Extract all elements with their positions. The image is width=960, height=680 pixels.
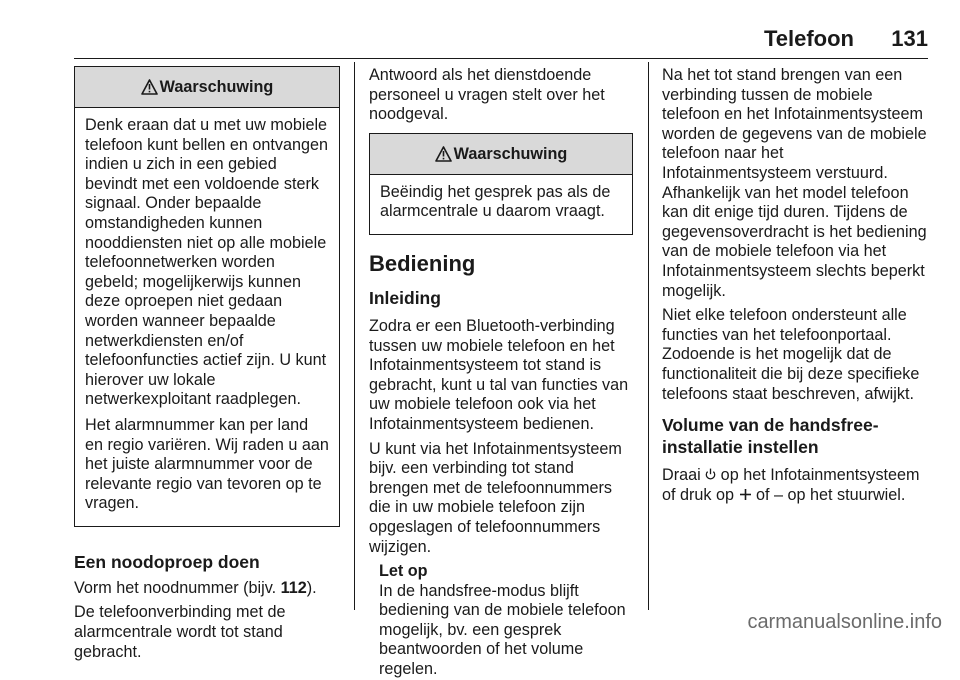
header-rule: [74, 58, 928, 59]
warning-paragraph: Denk eraan dat u met uw mobiele telefoon kunt bellen en ontvangen indien u zich in een gebied bevindt met een voldoende sterk signaal. Onder bepaalde omstandigheden kunnen nooddiensten niet op alle mobiele telefoonnetwerken worden gebeld; mogelijkerwijs kunnen deze oproepen niet gedaan worden wanneer bepaalde netwerkdiensten en/of telefoonfuncties actief zijn. U kunt hierover uw lokale netwerkexploitant raadplegen.: [85, 116, 329, 409]
warning-box: [369, 133, 633, 235]
warning-triangle-icon: [141, 79, 158, 95]
warning-title: Waarschuwing: [159, 78, 274, 96]
warning-body: [75, 108, 339, 526]
column-right: [662, 66, 928, 510]
watermark: carmanualsonline.info: [747, 611, 942, 633]
warning-body: [370, 175, 632, 234]
plus-icon: [739, 488, 752, 501]
text-run: ).: [306, 578, 317, 597]
note-label: Let op: [379, 562, 428, 581]
rotary-knob-icon: [705, 468, 716, 481]
warning-title: Waarschuwing: [453, 144, 568, 163]
warning-header: [75, 67, 339, 108]
text-run: Vorm het noodnummer (bijv.: [74, 578, 281, 597]
column-divider: [354, 62, 355, 610]
paragraph: U kunt via het Infotainmentsysteem bijv. een verbinding tot stand brengen met de telefoonnummers die in uw mobiele telefoon zijn opgeslagen of telefoonnummers wijzigen.: [369, 439, 622, 556]
page-header: [74, 26, 928, 56]
subsection-title: Inleiding: [369, 287, 441, 308]
warning-paragraph: Beëindig het gesprek pas als de alarmcentrale u daarom vraagt.: [380, 182, 611, 221]
paragraph: Niet elke telefoon ondersteunt alle functies van het telefoonportaal. Zodoende is het mogelijk dat de functionaliteit die bij deze specifieke telefoons staat beschreven, afwijkt.: [662, 306, 920, 403]
warning-header: [370, 134, 632, 175]
warning-box: [74, 66, 340, 527]
text-run: of – op het stuurwiel.: [751, 485, 906, 504]
note-block: [379, 562, 633, 680]
paragraph: Zodra er een Bluetooth-verbinding tussen uw mobiele telefoon en het Infotainmentsysteem tot stand is gebracht, kunt u tal van functies van uw mobiele telefoon ook via het Infotainmentsysteem bedienen.: [369, 316, 629, 433]
paragraph: De telefoonverbinding met de alarmcentrale wordt tot stand gebracht.: [74, 603, 286, 661]
warning-triangle-icon: [435, 146, 452, 162]
paragraph: Antwoord als het dienstdoende personeel u vragen stelt over het noodgeval.: [369, 66, 605, 124]
section-title: Een noodoproep doen: [74, 551, 260, 572]
chapter-title: Bediening: [369, 250, 476, 276]
paragraph: Na het tot stand brengen van een verbinding tussen de mobiele telefoon en het Infotainmentsysteem worden de gegevens van de mobiele telefoon naar het Infotainmentsysteem verstuurd. Afhankelijk van het model telefoon kan dit enige tijd duren. Tijdens de gegevensoverdracht is het bediening van de mobiele telefoon via het Infotainmentsysteem slechts beperkt mogelijk.: [662, 66, 927, 300]
column-left: [74, 66, 340, 667]
text-run: Draai: [662, 466, 706, 485]
paragraph: [74, 579, 340, 599]
paragraph: [662, 466, 928, 505]
emergency-number: 112: [280, 578, 307, 597]
column-middle: [369, 66, 633, 680]
column-divider: [648, 62, 649, 610]
running-title: Telefoon: [763, 26, 854, 51]
text-run: op het Infotainmentsysteem of druk op: [662, 466, 920, 504]
warning-paragraph: Het alarmnummer kan per land en regio variëren. Wij raden u aan het juiste alarmnummer voor de relevante regio van tevoren op te vragen.: [85, 415, 329, 513]
subsection-title: Volume van de handsfree-installatie instellen: [662, 415, 879, 458]
note-text: In de handsfree-modus blijft bediening van de mobiele telefoon mogelijk, bv. een gesprek beantwoorden of het volume regelen.: [379, 581, 626, 679]
page-number: 131: [891, 26, 928, 51]
